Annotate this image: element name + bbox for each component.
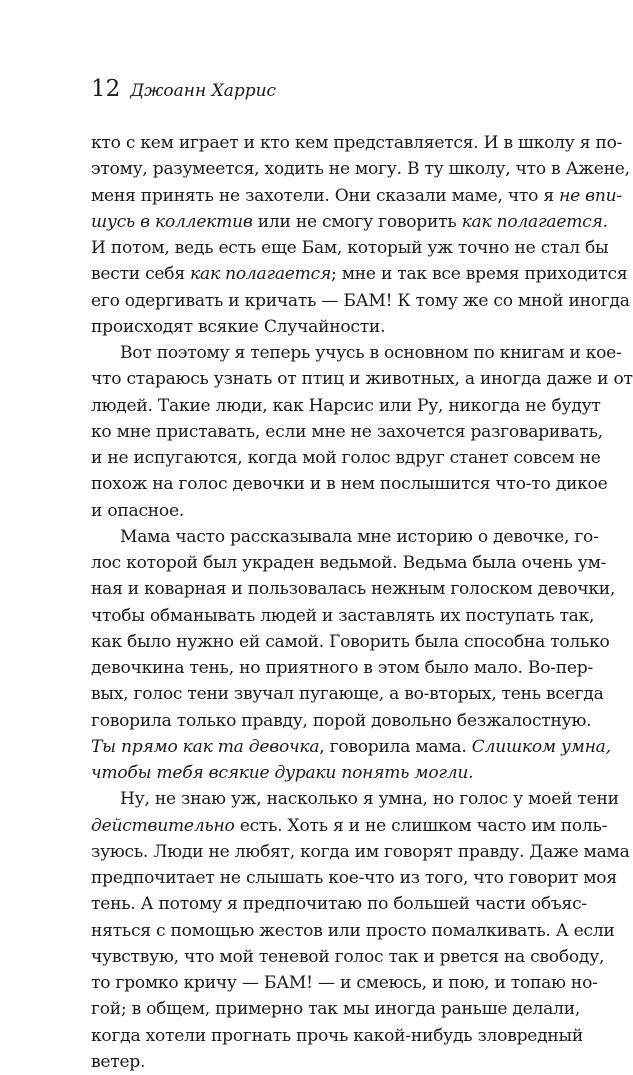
text-line [91,524,599,550]
text-line [91,419,603,445]
text-segment: ветер. [91,1051,146,1072]
text-line [91,918,615,944]
text-segment: девочкина тень, но приятного в этом было мало. Во-пер- [91,658,593,678]
text-line [91,183,622,209]
text-line [91,393,601,419]
text-segment: вых, голос тени звучал пугающе, а во-вторых, тень всегда [91,684,604,705]
text-segment: и не испугаются, когда мой голос вдруг станет совсем не [91,448,601,468]
text-line [91,655,593,681]
text-line [91,314,553,340]
text-segment: Мама часто рассказывала мне историю о девочке, го- [120,526,599,547]
text-segment: его одергивать и кричать — БАМ! К тому же со мной иногда [91,290,630,311]
italic-text: действительно [91,815,235,836]
text-segment: вести себя [91,264,191,285]
text-segment: И потом, ведь есть еще Бам, который уж точно не стал бы [91,238,609,258]
text-segment: няться с помощью жестов или просто помалкивать. А если [91,920,615,941]
text-line [91,498,553,524]
text-segment: как было нужно ей самой. Говорить была способна только [91,631,610,652]
italic-text: чтобы тебя всякие дураки понять могли. [91,763,474,783]
text-line [91,813,608,839]
text-line [91,445,601,471]
text-line [91,970,598,996]
page-number: 12 [91,76,121,102]
text-line [91,786,619,812]
italic-text: не впи- [559,185,622,206]
text-line [91,839,630,865]
text-line [91,576,616,602]
text-segment: происходят всякие Случайности. [91,316,386,337]
italic-text: шусь в коллектив [91,211,253,232]
text-line [91,471,608,497]
text-segment: Ну, не знаю уж, насколько я умна, но голос у моей тени [120,789,619,810]
text-segment: есть. Хоть я и не слишком часто им поль- [234,815,608,836]
text-segment: гой; в общем, примерно так мы иногда раньше делали, [91,999,581,1020]
text-segment: когда хотели прогнать прочь какой-нибудь зловредный [91,1025,584,1046]
text-line [91,550,607,576]
text-line [91,865,617,891]
text-segment: что стараюсь узнать от птиц и животных, а иногда даже и от [91,369,633,390]
text-segment: чувствую, что мой теневой голос так и рвется на свободу, [91,946,605,967]
italic-text: как полагается [190,264,332,285]
text-line [91,891,587,917]
text-line [91,340,622,366]
text-segment: кто с кем играет и кто кем представляется. И в школу я по- [91,133,623,153]
text-line [91,130,623,156]
text-segment: или не смогу говорить [252,211,462,232]
text-line [91,261,628,287]
text-line [91,603,595,629]
text-line [91,156,630,182]
body-text [91,130,633,1075]
text-segment: ; мне и так все время приходится [331,264,628,285]
text-line [91,996,581,1022]
running-title: Джоанн Харрис [130,81,277,101]
text-segment: ко мне приставать, если мне не захочется разговаривать, [91,421,603,442]
text-segment: , говорила мама. [319,736,472,757]
text-line [91,708,592,734]
running-header [91,76,276,102]
italic-text: Слишком умна, [471,736,611,757]
text-segment: чтобы обманывать людей и заставлять их поступать так, [91,605,595,626]
text-line [91,209,608,235]
text-line [91,288,630,314]
text-segment: ная и коварная и пользовалась нежным голоском девочки, [91,579,616,600]
text-line [91,629,610,655]
text-segment: предпочитает не слышать кое-что из того, что говорит моя [91,868,617,888]
text-line [91,760,553,786]
text-line [91,235,609,261]
italic-text: Ты прямо как та девочка [91,736,320,757]
text-segment: то громко кричу — БАМ! — и смеюсь, и пою, и топаю но- [91,973,598,993]
text-segment: тень. А потому я предпочитаю по большей части объяс- [91,894,587,915]
text-line [91,944,605,970]
text-segment: меня принять не захотели. Они сказали маме, что я [91,185,560,206]
text-segment: говорила только правду, порой довольно безжалостную. [91,710,592,731]
text-segment: лос которой был украден ведьмой. Ведьма была очень ум- [91,553,607,573]
text-segment: и опасное. [91,500,185,521]
text-line [91,1049,553,1075]
text-segment: зуюсь. Люди не любят, когда им говорят правду. Даже мама [91,841,630,862]
italic-text: как полагается. [461,211,608,232]
text-segment: похож на голос девочки и в нем послышится что-то дикое [91,474,608,495]
text-segment: людей. Такие люди, как Нарсис или Ру, никогда не будут [91,395,601,416]
text-segment: Вот поэтому я теперь учусь в основном по книгам и кое- [120,343,622,363]
text-line [91,1023,584,1049]
text-line [91,681,604,707]
text-line [91,734,611,760]
text-line [91,366,633,392]
text-segment: этому, разумеется, ходить не могу. В ту школу, что в Ажене, [91,159,630,180]
